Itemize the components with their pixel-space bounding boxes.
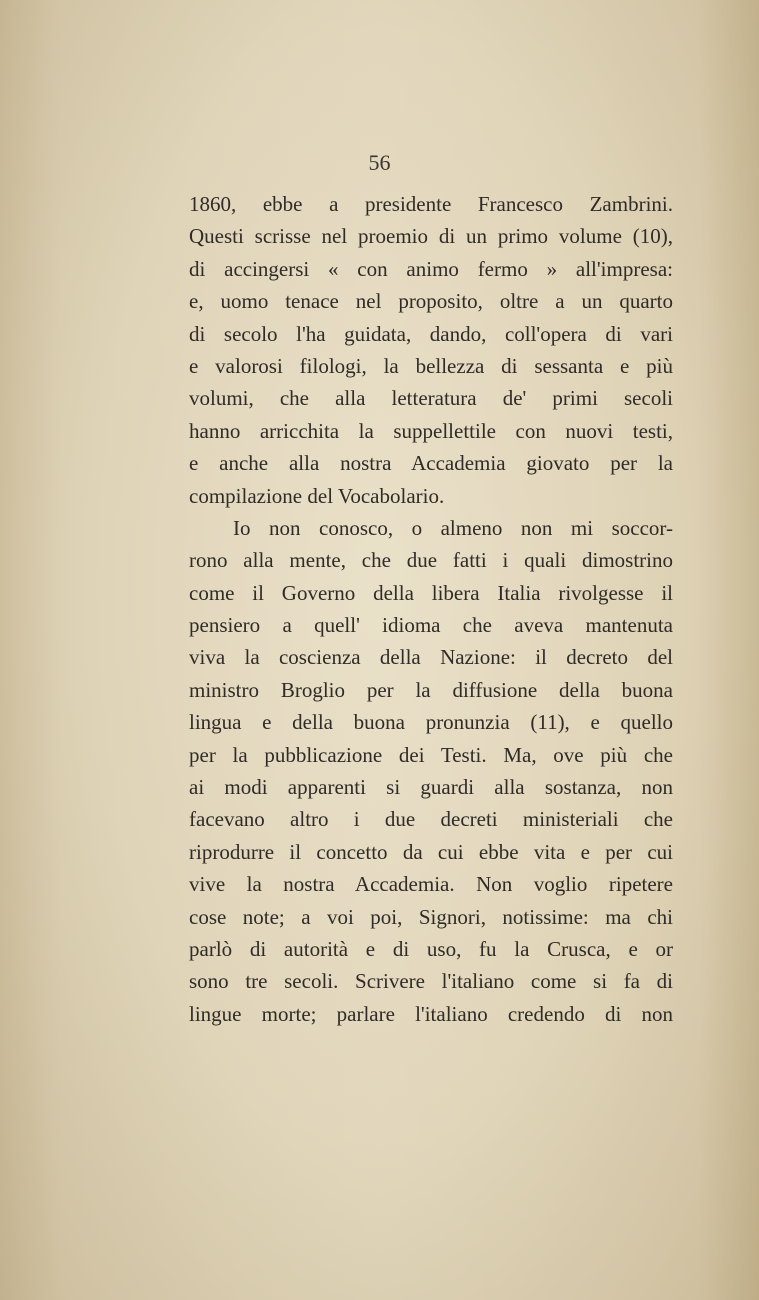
text-line: come il Governo della libera Italia rivolgesse il [189, 580, 673, 605]
text-line: compilazione del Vocabolario. [189, 483, 445, 508]
paragraph-1 [189, 188, 673, 512]
text-line: 1860, ebbe a presidente Francesco Zambrini. [189, 192, 673, 216]
text-line: di accingersi « con animo fermo » all'impresa: [189, 256, 673, 281]
text-line: rono alla mente, che due fatti i quali dimostrino [189, 548, 673, 573]
text-line: parlò di autorità e di uso, fu la Crusca, e or [189, 936, 673, 961]
text-line: e, uomo tenace nel proposito, oltre a un quarto [189, 289, 673, 314]
text-line: e anche alla nostra Accademia giovato per la [189, 451, 673, 476]
text-line: facevano altro i due decreti ministeriali che [189, 807, 673, 832]
text-line: Io non conosco, o almeno non mi soccor- [233, 515, 673, 540]
text-line: cose note; a voi poi, Signori, notissime: ma chi [189, 904, 673, 929]
paragraph-2 [189, 512, 673, 1030]
text-line: vive la nostra Accademia. Non voglio ripetere [189, 872, 673, 897]
text-line: di secolo l'ha guidata, dando, coll'opera di vari [189, 321, 673, 346]
text-line: viva la coscienza della Nazione: il decreto del [189, 645, 673, 670]
text-line: volumi, che alla letteratura de' primi secoli [189, 386, 673, 411]
text-line: ministro Broglio per la diffusione della buona [189, 677, 673, 702]
text-line: pensiero a quell' idioma che aveva mantenuta [189, 613, 673, 638]
text-line: e valorosi filologi, la bellezza di sessanta e più [189, 353, 673, 378]
body-text [189, 188, 673, 1030]
text-line: hanno arricchita la suppellettile con nuovi testi, [189, 418, 673, 443]
text-line: sono tre secoli. Scrivere l'italiano come si fa di [189, 969, 673, 994]
page-number: 56 [368, 150, 391, 175]
text-line: lingua e della buona pronunzia (11), e quello [189, 710, 673, 735]
text-line: lingue morte; parlare l'italiano credendo di non [189, 1001, 673, 1026]
text-line: riprodurre il concetto da cui ebbe vita e per cui [189, 839, 673, 864]
text-line: ai modi apparenti si guardi alla sostanza, non [189, 775, 673, 800]
text-line: Questi scrisse nel proemio di un primo volume (10), [189, 224, 673, 249]
text-line: per la pubblicazione dei Testi. Ma, ove più che [189, 742, 673, 767]
